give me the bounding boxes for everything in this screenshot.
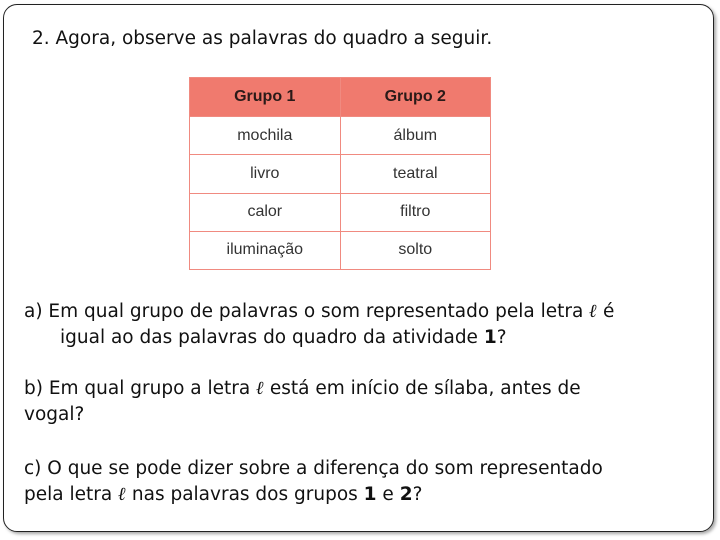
table-row: [190, 155, 491, 193]
letter-l: ℓ: [256, 378, 264, 399]
question-c-text: nas palavras dos grupos: [126, 484, 364, 505]
header-grupo-2: Grupo 2: [340, 78, 490, 117]
header-grupo-1: Grupo 1: [190, 78, 341, 117]
question-a-line-2: [60, 325, 507, 351]
table-cell: mochila: [190, 117, 341, 155]
activity-number: 1: [483, 327, 497, 348]
table-cell: calor: [190, 193, 341, 231]
table-cell: livro: [190, 155, 341, 193]
question-a-text: é: [597, 301, 615, 322]
question-b-text: está em início de sílaba, antes de: [264, 378, 581, 399]
table-row: [190, 193, 491, 231]
question-b-line-1: [24, 376, 581, 402]
question-c-text: pela letra: [24, 484, 119, 505]
letter-l: ℓ: [118, 484, 126, 505]
question-c-text: e: [376, 484, 400, 505]
table-cell: solto: [340, 231, 490, 269]
exercise-title: 2. Agora, observe as palavras do quadro a seguir.: [32, 28, 493, 49]
table-row: [190, 231, 491, 269]
table-header-row: [190, 78, 491, 117]
table-cell: álbum: [340, 117, 490, 155]
question-a-text: ?: [496, 327, 507, 348]
question-a-line-1: [24, 299, 614, 325]
word-table: [189, 77, 491, 270]
group-number: 2: [399, 484, 413, 505]
question-b-text: b) Em qual grupo a letra: [24, 378, 257, 399]
question-a-text: a) Em qual grupo de palavras o som representado pela letra: [24, 301, 590, 322]
question-b-line-2: vogal?: [24, 404, 85, 425]
question-c-line-2: [24, 482, 422, 508]
question-c-line-1: c) O que se pode dizer sobre a diferença do som representado: [24, 458, 603, 479]
question-c-text: ?: [412, 484, 423, 505]
question-a-text: igual ao das palavras do quadro da atividade: [60, 327, 484, 348]
group-number: 1: [363, 484, 377, 505]
table-cell: iluminação: [190, 231, 341, 269]
table-row: [190, 117, 491, 155]
table-cell: teatral: [340, 155, 490, 193]
table-cell: filtro: [340, 193, 490, 231]
letter-l: ℓ: [589, 301, 598, 322]
